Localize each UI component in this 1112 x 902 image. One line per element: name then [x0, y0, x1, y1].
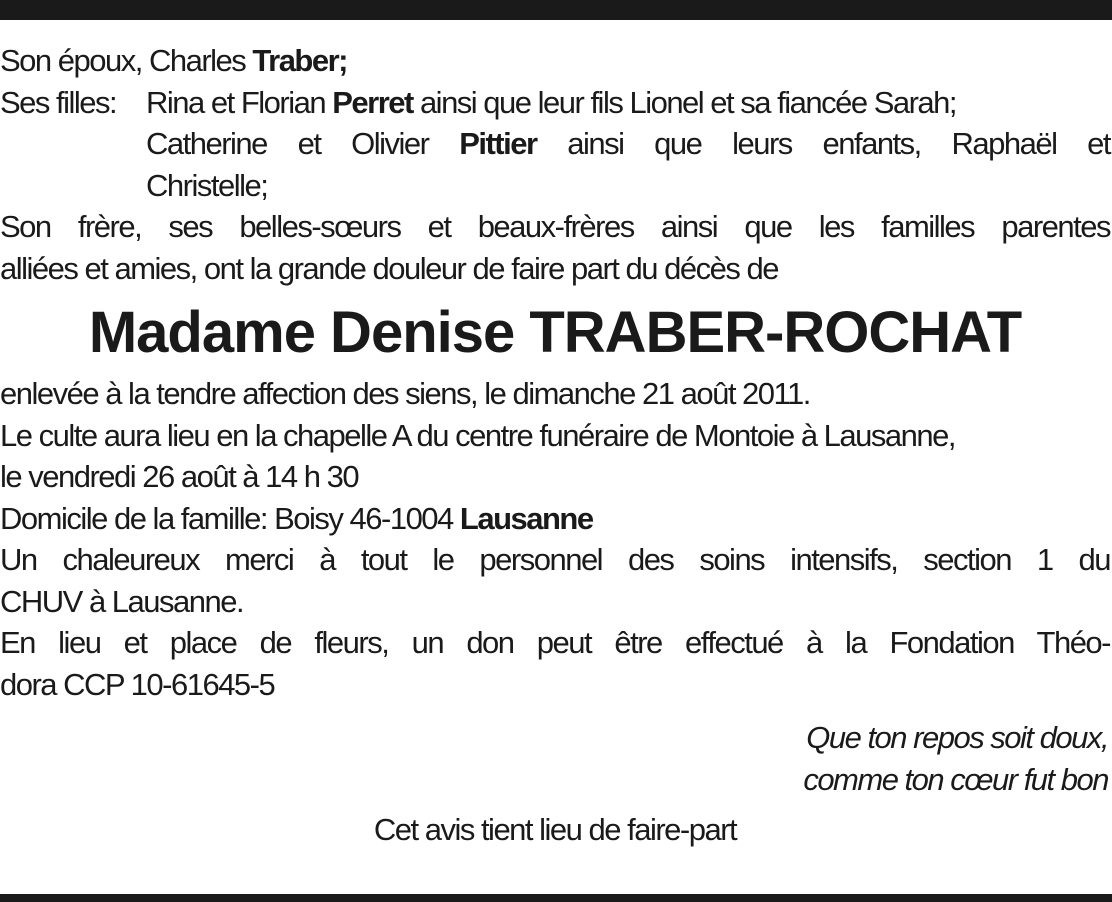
daughter2-cont: Christelle; — [146, 167, 268, 203]
service-line-1: Le culte aura lieu en la chapelle A du centre funéraire de Montoie à Lausanne, — [0, 417, 955, 453]
thanks-line-1: Un chaleureux merci à tout le personnel des soins intensifs, section 1 du — [0, 542, 1110, 577]
donation-line-2: dora CCP 10-61645-5 — [0, 666, 275, 702]
spouse-line — [0, 40, 1110, 82]
daughter2-line — [146, 123, 1110, 165]
verse-line-2: comme ton cœur fut bon — [803, 762, 1108, 797]
donation-line-1: En lieu et place de fleurs, un don peut être effectué à la Fondation Théo- — [0, 625, 1110, 660]
passing-line: enlevée à la tendre affection des siens, le dimanche 21 août 2011. — [0, 376, 810, 411]
daughter2-text: Catherine et Olivier — [146, 126, 460, 161]
obituary-notice — [0, 40, 1110, 851]
domicile-line — [0, 498, 1110, 540]
service-line-2: le vendredi 26 août à 14 h 30 — [0, 459, 359, 494]
deceased-name: Madame Denise TRABER-ROCHAT — [88, 300, 1022, 365]
relatives-line-1: Son frère, ses belles-sœurs et beaux-frères ainsi que les familles parentes — [0, 209, 1110, 244]
verse-line-1: Que ton repos soit doux, — [806, 720, 1108, 755]
daughters-block — [0, 82, 1110, 207]
footer-note: Cet avis tient lieu de faire-part — [373, 812, 737, 847]
spouse-name: Traber; — [252, 43, 348, 78]
top-rule — [0, 0, 1112, 20]
thanks-line-2: CHUV à Lausanne. — [0, 583, 244, 619]
domicile-city: Lausanne — [459, 500, 593, 536]
daughter1-name: Perret — [332, 84, 413, 120]
daughter2-name: Pittier — [459, 126, 537, 161]
daughter2-suffix: ainsi que leurs enfants, Raphaël et — [536, 126, 1110, 161]
daughter1-suffix: ainsi que leur fils Lionel et sa fiancée Sarah; — [412, 84, 957, 120]
spouse-text: Son époux, Charles — [0, 43, 253, 78]
daughters-body — [146, 82, 1110, 207]
daughters-label: Ses filles: — [0, 84, 117, 120]
daughter1-text: Rina et Florian — [146, 84, 333, 120]
daughter1-line — [146, 82, 1110, 124]
bottom-rule — [0, 894, 1112, 902]
verse — [0, 717, 1110, 801]
domicile-text: Domicile de la famille: Boisy 46-1004 — [0, 500, 460, 536]
relatives-line-2: alliées et amies, ont la grande douleur de faire part du décès de — [0, 250, 778, 286]
